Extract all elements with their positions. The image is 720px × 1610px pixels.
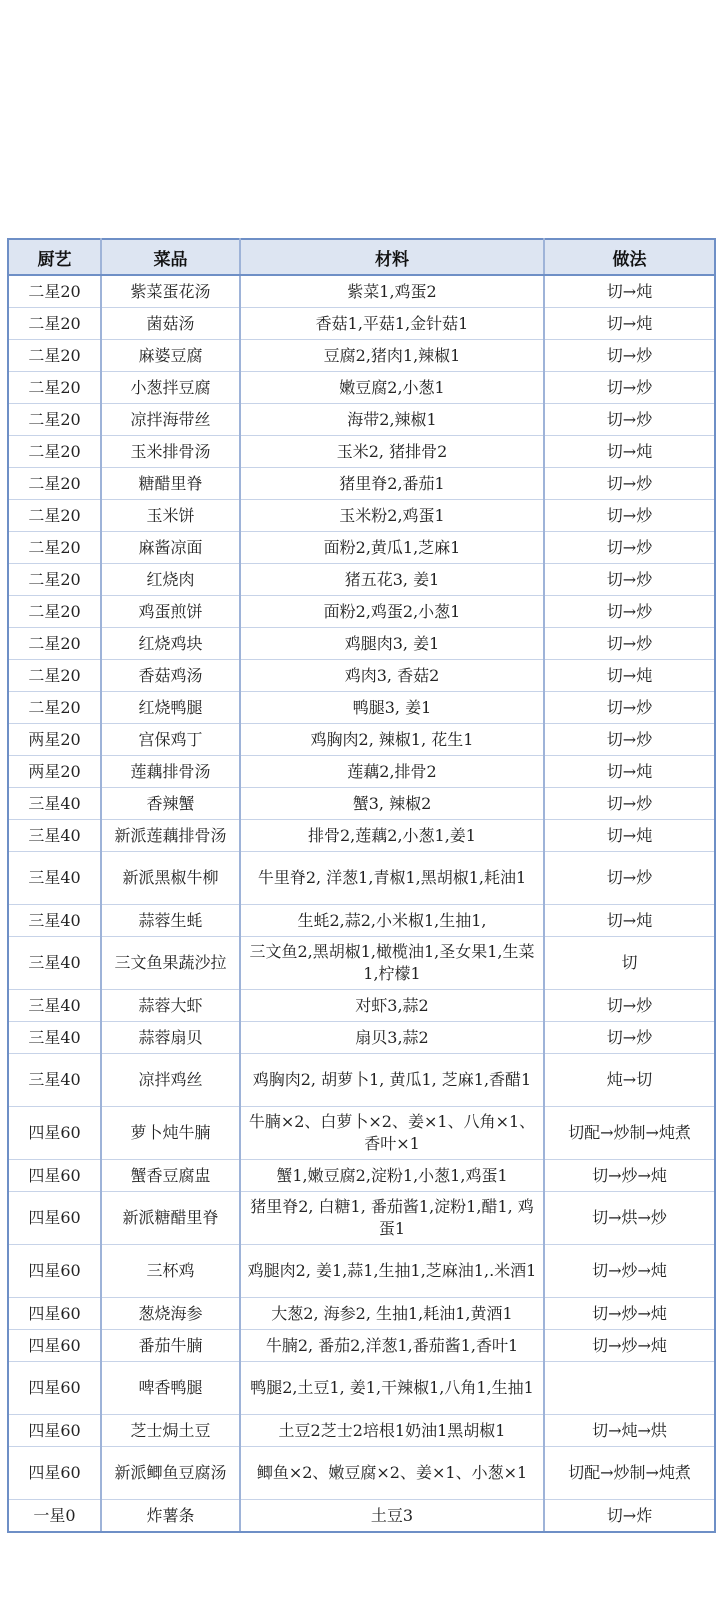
cell-ingredients: 玉米2, 猪排骨2 [240,436,544,468]
table-header [8,239,715,275]
cell-ingredients: 土豆2芝士2培根1奶油1黑胡椒1 [240,1415,544,1447]
recipe-table [7,238,716,1533]
table-row [8,340,715,372]
cell-dish: 莲藕排骨汤 [101,756,240,788]
cell-ingredients: 面粉2,黄瓜1,芝麻1 [240,532,544,564]
cell-ingredients: 海带2,辣椒1 [240,404,544,436]
cell-cooking-skill: 三星40 [8,788,101,820]
cell-method: 切→炒 [544,500,715,532]
recipe-table-container [7,238,714,1533]
cell-method: 切→炒 [544,788,715,820]
cell-cooking-skill: 四星60 [8,1415,101,1447]
table-row [8,1415,715,1447]
table-row [8,1298,715,1330]
cell-method: 切 [544,937,715,990]
cell-cooking-skill: 二星20 [8,340,101,372]
cell-method: 切→炖 [544,436,715,468]
cell-cooking-skill: 四星60 [8,1192,101,1245]
cell-dish: 红烧肉 [101,564,240,596]
cell-method: 切→炖 [544,660,715,692]
cell-method: 切→炒→炖 [544,1245,715,1298]
table-row [8,372,715,404]
cell-dish: 芝士焗土豆 [101,1415,240,1447]
cell-method: 切→炒 [544,990,715,1022]
cell-ingredients: 蟹1,嫩豆腐2,淀粉1,小葱1,鸡蛋1 [240,1160,544,1192]
cell-cooking-skill: 二星20 [8,564,101,596]
cell-cooking-skill: 四星60 [8,1107,101,1160]
cell-dish: 葱烧海参 [101,1298,240,1330]
cell-dish: 玉米排骨汤 [101,436,240,468]
cell-method [544,1362,715,1415]
cell-cooking-skill: 四星60 [8,1362,101,1415]
table-row [8,660,715,692]
cell-ingredients: 鸡胸肉2, 辣椒1, 花生1 [240,724,544,756]
cell-ingredients: 对虾3,蒜2 [240,990,544,1022]
cell-method: 切→烘→炒 [544,1192,715,1245]
cell-method: 切→炖 [544,905,715,937]
table-row [8,275,715,308]
cell-method: 切→炖 [544,308,715,340]
table-row [8,1054,715,1107]
cell-dish: 麻酱凉面 [101,532,240,564]
table-row [8,564,715,596]
cell-ingredients: 鲫鱼×2、嫩豆腐×2、姜×1、小葱×1 [240,1447,544,1500]
cell-dish: 麻婆豆腐 [101,340,240,372]
cell-dish: 萝卜炖牛腩 [101,1107,240,1160]
cell-cooking-skill: 二星20 [8,596,101,628]
cell-cooking-skill: 三星40 [8,905,101,937]
cell-method: 切→炒 [544,724,715,756]
cell-dish: 红烧鸭腿 [101,692,240,724]
table-row [8,724,715,756]
cell-method: 切→炒→炖 [544,1160,715,1192]
cell-method: 切→炖 [544,820,715,852]
cell-cooking-skill: 二星20 [8,275,101,308]
cell-dish: 番茄牛腩 [101,1330,240,1362]
cell-method: 切→炒 [544,468,715,500]
cell-ingredients: 牛里脊2, 洋葱1,青椒1,黑胡椒1,耗油1 [240,852,544,905]
table-row [8,500,715,532]
table-row [8,308,715,340]
cell-dish: 蟹香豆腐盅 [101,1160,240,1192]
cell-method: 切→炒 [544,372,715,404]
cell-ingredients: 鸭腿2,土豆1, 姜1,干辣椒1,八角1,生抽1 [240,1362,544,1415]
cell-cooking-skill: 三星40 [8,1054,101,1107]
cell-cooking-skill: 二星20 [8,628,101,660]
cell-dish: 蒜蓉大虾 [101,990,240,1022]
cell-cooking-skill: 四星60 [8,1447,101,1500]
cell-dish: 小葱拌豆腐 [101,372,240,404]
table-row [8,1500,715,1533]
cell-cooking-skill: 二星20 [8,692,101,724]
table-row [8,1022,715,1054]
cell-dish: 凉拌鸡丝 [101,1054,240,1107]
cell-cooking-skill: 二星20 [8,308,101,340]
cell-dish: 香菇鸡汤 [101,660,240,692]
cell-method: 切配→炒制→炖煮 [544,1447,715,1500]
cell-cooking-skill: 一星0 [8,1500,101,1533]
cell-ingredients: 大葱2, 海参2, 生抽1,耗油1,黄酒1 [240,1298,544,1330]
table-row [8,628,715,660]
cell-ingredients: 面粉2,鸡蛋2,小葱1 [240,596,544,628]
cell-ingredients: 鸡肉3, 香菇2 [240,660,544,692]
cell-method: 切→炒 [544,340,715,372]
cell-dish: 新派糖醋里脊 [101,1192,240,1245]
table-row [8,404,715,436]
table-row [8,1107,715,1160]
cell-method: 切→炖 [544,275,715,308]
cell-ingredients: 鸭腿3, 姜1 [240,692,544,724]
cell-dish: 三文鱼果蔬沙拉 [101,937,240,990]
cell-cooking-skill: 二星20 [8,436,101,468]
cell-ingredients: 嫩豆腐2,小葱1 [240,372,544,404]
table-row [8,820,715,852]
cell-cooking-skill: 二星20 [8,500,101,532]
cell-method: 切配→炒制→炖煮 [544,1107,715,1160]
cell-cooking-skill: 两星20 [8,756,101,788]
table-row [8,596,715,628]
table-row [8,990,715,1022]
cell-method: 切→炒 [544,404,715,436]
cell-dish: 香辣蟹 [101,788,240,820]
cell-dish: 三杯鸡 [101,1245,240,1298]
cell-cooking-skill: 三星40 [8,937,101,990]
cell-dish: 鸡蛋煎饼 [101,596,240,628]
cell-dish: 凉拌海带丝 [101,404,240,436]
cell-dish: 啤香鸭腿 [101,1362,240,1415]
cell-method: 切→炒 [544,596,715,628]
cell-dish: 紫菜蛋花汤 [101,275,240,308]
cell-ingredients: 牛腩2, 番茄2,洋葱1,番茄酱1,香叶1 [240,1330,544,1362]
cell-cooking-skill: 二星20 [8,532,101,564]
table-row [8,756,715,788]
cell-cooking-skill: 四星60 [8,1298,101,1330]
cell-method: 切→炒 [544,532,715,564]
cell-ingredients: 生蚝2,蒜2,小米椒1,生抽1, [240,905,544,937]
cell-method: 切→炒→炖 [544,1330,715,1362]
table-row [8,852,715,905]
cell-dish: 新派鲫鱼豆腐汤 [101,1447,240,1500]
table-row [8,1160,715,1192]
cell-method: 切→炸 [544,1500,715,1533]
cell-ingredients: 紫菜1,鸡蛋2 [240,275,544,308]
cell-ingredients: 猪里脊2, 白糖1, 番茄酱1,淀粉1,醋1, 鸡蛋1 [240,1192,544,1245]
cell-dish: 糖醋里脊 [101,468,240,500]
cell-cooking-skill: 二星20 [8,660,101,692]
table-row [8,1362,715,1415]
table-row [8,1447,715,1500]
cell-dish: 新派莲藕排骨汤 [101,820,240,852]
cell-ingredients: 猪里脊2,番茄1 [240,468,544,500]
cell-dish: 菌菇汤 [101,308,240,340]
cell-cooking-skill: 四星60 [8,1330,101,1362]
table-row [8,692,715,724]
cell-ingredients: 鸡腿肉3, 姜1 [240,628,544,660]
cell-dish: 新派黑椒牛柳 [101,852,240,905]
cell-dish: 红烧鸡块 [101,628,240,660]
cell-method: 切→炒 [544,564,715,596]
cell-ingredients: 排骨2,莲藕2,小葱1,姜1 [240,820,544,852]
table-row [8,1192,715,1245]
table-row [8,1330,715,1362]
cell-ingredients: 豆腐2,猪肉1,辣椒1 [240,340,544,372]
cell-method: 炖→切 [544,1054,715,1107]
cell-ingredients: 蟹3, 辣椒2 [240,788,544,820]
cell-method: 切→炖 [544,756,715,788]
cell-method: 切→炒→炖 [544,1298,715,1330]
cell-dish: 宫保鸡丁 [101,724,240,756]
table-row [8,532,715,564]
cell-cooking-skill: 二星20 [8,404,101,436]
cell-cooking-skill: 三星40 [8,990,101,1022]
header-dish: 菜品 [101,239,240,275]
cell-ingredients: 牛腩×2、白萝卜×2、姜×1、八角×1、香叶×1 [240,1107,544,1160]
cell-ingredients: 土豆3 [240,1500,544,1533]
header-method: 做法 [544,239,715,275]
table-row [8,788,715,820]
header-row [8,239,715,275]
cell-dish: 蒜蓉生蚝 [101,905,240,937]
table-row [8,1245,715,1298]
cell-dish: 蒜蓉扇贝 [101,1022,240,1054]
cell-ingredients: 鸡腿肉2, 姜1,蒜1,生抽1,芝麻油1,.米酒1 [240,1245,544,1298]
header-cooking-skill: 厨艺 [8,239,101,275]
cell-cooking-skill: 三星40 [8,852,101,905]
cell-cooking-skill: 四星60 [8,1245,101,1298]
cell-method: 切→炒 [544,1022,715,1054]
cell-cooking-skill: 二星20 [8,372,101,404]
cell-cooking-skill: 两星20 [8,724,101,756]
cell-cooking-skill: 三星40 [8,1022,101,1054]
cell-dish: 玉米饼 [101,500,240,532]
header-ingredients: 材料 [240,239,544,275]
table-row [8,436,715,468]
table-row [8,937,715,990]
cell-method: 切→炖→烘 [544,1415,715,1447]
cell-dish: 炸薯条 [101,1500,240,1533]
cell-ingredients: 香菇1,平菇1,金针菇1 [240,308,544,340]
table-row [8,468,715,500]
table-body [8,275,715,1532]
cell-cooking-skill: 二星20 [8,468,101,500]
cell-method: 切→炒 [544,692,715,724]
cell-ingredients: 莲藕2,排骨2 [240,756,544,788]
cell-cooking-skill: 三星40 [8,820,101,852]
cell-method: 切→炒 [544,852,715,905]
cell-ingredients: 玉米粉2,鸡蛋1 [240,500,544,532]
cell-ingredients: 鸡胸肉2, 胡萝卜1, 黄瓜1, 芝麻1,香醋1 [240,1054,544,1107]
table-row [8,905,715,937]
cell-ingredients: 扇贝3,蒜2 [240,1022,544,1054]
cell-ingredients: 猪五花3, 姜1 [240,564,544,596]
cell-cooking-skill: 四星60 [8,1160,101,1192]
cell-ingredients: 三文鱼2,黑胡椒1,橄榄油1,圣女果1,生菜1,柠檬1 [240,937,544,990]
cell-method: 切→炒 [544,628,715,660]
